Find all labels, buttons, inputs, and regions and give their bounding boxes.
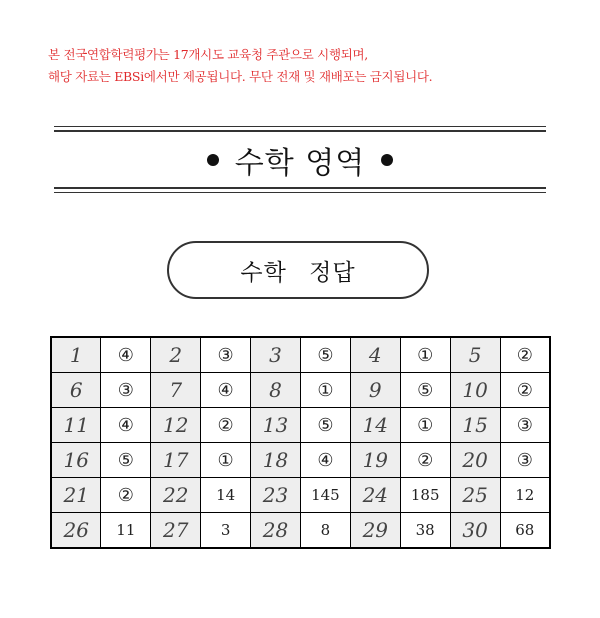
answer-cell: 3 bbox=[201, 513, 251, 549]
answer-cell: ⑤ bbox=[300, 337, 350, 373]
table-row bbox=[51, 337, 550, 373]
question-number: 10 bbox=[450, 373, 500, 408]
answer-cell: ② bbox=[201, 408, 251, 443]
question-number: 28 bbox=[251, 513, 301, 549]
question-number: 18 bbox=[251, 443, 301, 478]
answer-cell: 11 bbox=[101, 513, 151, 549]
answer-cell: ③ bbox=[201, 337, 251, 373]
answer-title-box bbox=[167, 241, 429, 299]
answer-cell: ① bbox=[201, 443, 251, 478]
question-number: 27 bbox=[151, 513, 201, 549]
answer-cell: ④ bbox=[101, 408, 151, 443]
table-row bbox=[51, 478, 550, 513]
answer-cell: ② bbox=[500, 337, 550, 373]
question-number: 6 bbox=[51, 373, 101, 408]
question-number: 8 bbox=[251, 373, 301, 408]
answer-cell: ⑤ bbox=[300, 408, 350, 443]
question-number: 25 bbox=[450, 478, 500, 513]
question-number: 14 bbox=[350, 408, 400, 443]
question-number: 26 bbox=[51, 513, 101, 549]
answer-table bbox=[50, 336, 551, 549]
question-number: 16 bbox=[51, 443, 101, 478]
answer-cell: ① bbox=[400, 408, 450, 443]
answer-cell: ① bbox=[300, 373, 350, 408]
answer-cell: ③ bbox=[500, 408, 550, 443]
answer-cell: ⑤ bbox=[101, 443, 151, 478]
notice-line-1: 본 전국연합학력평가는 17개시도 교육청 주관으로 시행되며, bbox=[48, 47, 368, 62]
question-number: 5 bbox=[450, 337, 500, 373]
answer-cell: 8 bbox=[300, 513, 350, 549]
table-row bbox=[51, 443, 550, 478]
answer-cell: ⑤ bbox=[400, 373, 450, 408]
question-number: 23 bbox=[251, 478, 301, 513]
answer-cell: ② bbox=[400, 443, 450, 478]
table-row bbox=[51, 373, 550, 408]
answer-cell: 14 bbox=[201, 478, 251, 513]
notice-line-2: 해당 자료는 EBSi에서만 제공됩니다. 무단 전재 및 재배포는 금지됩니다. bbox=[48, 69, 433, 84]
answer-cell: ① bbox=[400, 337, 450, 373]
answer-cell: 145 bbox=[300, 478, 350, 513]
bullet-dot-right bbox=[381, 154, 393, 166]
question-number: 4 bbox=[350, 337, 400, 373]
question-number: 29 bbox=[350, 513, 400, 549]
question-number: 19 bbox=[350, 443, 400, 478]
question-number: 1 bbox=[51, 337, 101, 373]
answer-cell: 38 bbox=[400, 513, 450, 549]
answer-cell: ④ bbox=[101, 337, 151, 373]
question-number: 30 bbox=[450, 513, 500, 549]
answer-cell: ④ bbox=[300, 443, 350, 478]
question-number: 22 bbox=[151, 478, 201, 513]
title-rule-bottom bbox=[54, 187, 546, 195]
answer-cell: ④ bbox=[201, 373, 251, 408]
copyright-notice bbox=[48, 44, 588, 88]
question-number: 12 bbox=[151, 408, 201, 443]
answer-title-text: 수학 정답 bbox=[240, 259, 356, 286]
section-title bbox=[54, 140, 546, 180]
answer-cell: 12 bbox=[500, 478, 550, 513]
answer-cell: ② bbox=[101, 478, 151, 513]
answer-cell: 185 bbox=[400, 478, 450, 513]
title-rule-top bbox=[54, 126, 546, 134]
question-number: 3 bbox=[251, 337, 301, 373]
answer-cell: ③ bbox=[500, 443, 550, 478]
bullet-dot-left bbox=[207, 154, 219, 166]
question-number: 11 bbox=[51, 408, 101, 443]
question-number: 17 bbox=[151, 443, 201, 478]
question-number: 9 bbox=[350, 373, 400, 408]
answer-cell: ③ bbox=[101, 373, 151, 408]
question-number: 7 bbox=[151, 373, 201, 408]
question-number: 13 bbox=[251, 408, 301, 443]
table-row bbox=[51, 408, 550, 443]
section-title-text: 수학 영역 bbox=[234, 146, 366, 181]
question-number: 20 bbox=[450, 443, 500, 478]
question-number: 24 bbox=[350, 478, 400, 513]
answer-cell: 68 bbox=[500, 513, 550, 549]
table-row bbox=[51, 513, 550, 549]
answer-cell: ② bbox=[500, 373, 550, 408]
question-number: 21 bbox=[51, 478, 101, 513]
question-number: 15 bbox=[450, 408, 500, 443]
question-number: 2 bbox=[151, 337, 201, 373]
